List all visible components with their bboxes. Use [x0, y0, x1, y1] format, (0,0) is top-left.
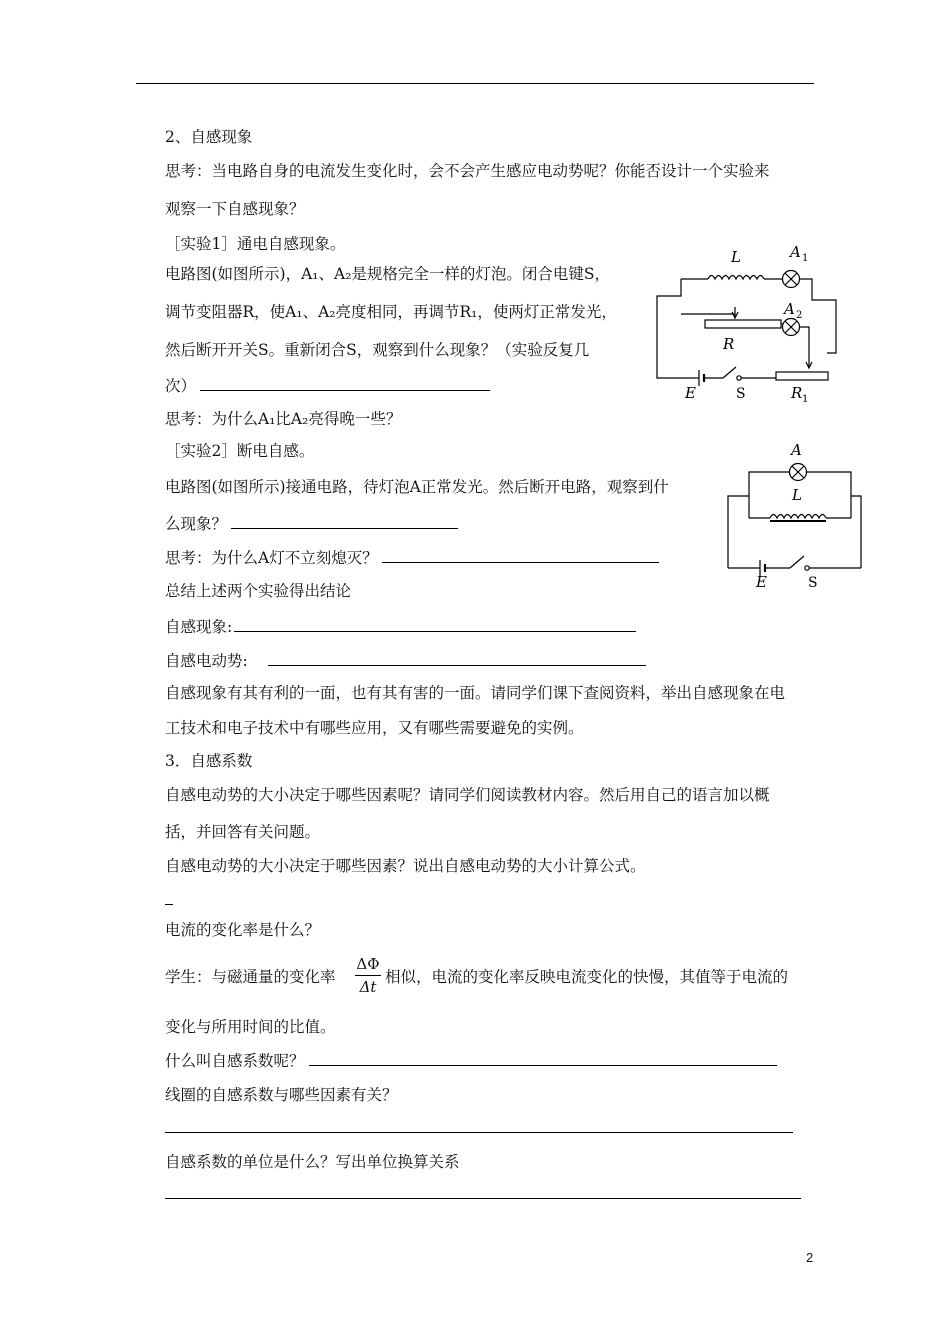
- label-A2-sub: 2: [796, 310, 803, 321]
- answer-blank[interactable]: [231, 513, 458, 529]
- label-L: L: [792, 486, 802, 504]
- section-heading-inductance: 3．自感系数: [165, 752, 253, 770]
- text-line: 观察一下自感现象？: [165, 200, 305, 218]
- answer-blank-line[interactable]: [165, 1198, 801, 1199]
- text-line: 电流的变化率是什么？: [165, 921, 321, 939]
- text-line: 相似，电流的变化率反映电流变化的快慢，其值等于电流的: [385, 968, 789, 986]
- text-line: 括，并回答有关问题。: [165, 823, 321, 841]
- text-line: 自感电动势:: [165, 650, 646, 671]
- page-number: 2: [806, 1250, 814, 1265]
- label-A2: A: [784, 300, 795, 318]
- section-heading-self-induction: 2、自感现象: [165, 128, 253, 146]
- experiment2-title: ［实验2］断电自感。: [165, 442, 315, 460]
- text-line: 调节变阻器R，使A₁、A₂亮度相同，再调节R₁，使两灯正常发光，: [165, 303, 617, 321]
- answer-blank[interactable]: [309, 1050, 777, 1066]
- short-blank[interactable]: [165, 904, 173, 905]
- fraction-denominator: Δt: [359, 978, 377, 996]
- text-line: 次）: [165, 375, 490, 396]
- header-rule: [136, 83, 814, 84]
- circuit-diagram-2: [720, 438, 870, 593]
- label-L: L: [731, 248, 741, 266]
- text-line: 变化与所用时间的比值。: [165, 1018, 336, 1036]
- experiment1-title: ［实验1］通电自感现象。: [165, 235, 346, 253]
- circuit-diagram-1: [645, 240, 845, 405]
- text-line: 自感系数的单位是什么？写出单位换算关系: [165, 1153, 460, 1171]
- label-R1: R: [791, 384, 803, 402]
- label-S: S: [808, 575, 818, 591]
- text-line: 然后断开开关S。重新闭合S，观察到什么现象？（实验反复几: [165, 341, 590, 359]
- label-A1-sub: 1: [802, 253, 809, 264]
- label-R: R: [723, 335, 735, 353]
- label-A1: A: [790, 243, 801, 261]
- text-line: 思考：当电路自身的电流发生变化时，会不会产生感应电动势呢？你能否设计一个实验来: [165, 162, 770, 180]
- text-line: 电路图(如图所示)接通电路，待灯泡A正常发光。然后断开电路，观察到什: [165, 478, 669, 496]
- text-line: 自感现象:: [165, 616, 636, 637]
- text-line: 自感电动势的大小决定于哪些因素呢？请同学们阅读教材内容。然后用自己的语言加以概: [165, 786, 770, 804]
- text-line: 电路图(如图所示)，A₁、A₂是规格完全一样的灯泡。闭合电键S，: [165, 265, 611, 283]
- text-line: 么现象？: [165, 513, 458, 534]
- answer-blank[interactable]: [234, 616, 636, 632]
- text-line: 工技术和电子技术中有哪些应用，又有哪些需要避免的实例。: [165, 719, 584, 737]
- text-line: 总结上述两个实验得出结论: [165, 582, 352, 600]
- label-R1-sub: 1: [802, 394, 809, 405]
- label-A: A: [791, 441, 802, 459]
- fraction-numerator: ΔΦ: [356, 955, 380, 973]
- label-S: S: [736, 386, 746, 402]
- text-line: 学生：与磁通量的变化率: [165, 968, 336, 986]
- text-line: 自感现象有其有利的一面，也有其有害的一面。请同学们课下查阅资料，举出自感现象在电: [165, 684, 786, 702]
- fraction-bar: [355, 975, 381, 976]
- answer-blank[interactable]: [200, 375, 490, 391]
- label-E: E: [756, 573, 767, 591]
- text-line: 自感电动势的大小决定于哪些因素？说出自感电动势的大小计算公式。: [165, 857, 646, 875]
- answer-blank[interactable]: [268, 650, 646, 666]
- label-E: E: [685, 384, 696, 402]
- text-line: 什么叫自感系数呢？: [165, 1050, 777, 1071]
- text-line: 思考：为什么A灯不立刻熄灭？: [165, 547, 659, 568]
- answer-blank-line[interactable]: [165, 1132, 793, 1133]
- text-line: 思考：为什么A₁比A₂亮得晚一些？: [165, 410, 402, 428]
- text-line: 线圈的自感系数与哪些因素有关？: [165, 1086, 398, 1104]
- flux-rate-fraction: [355, 954, 381, 997]
- answer-blank[interactable]: [382, 547, 659, 563]
